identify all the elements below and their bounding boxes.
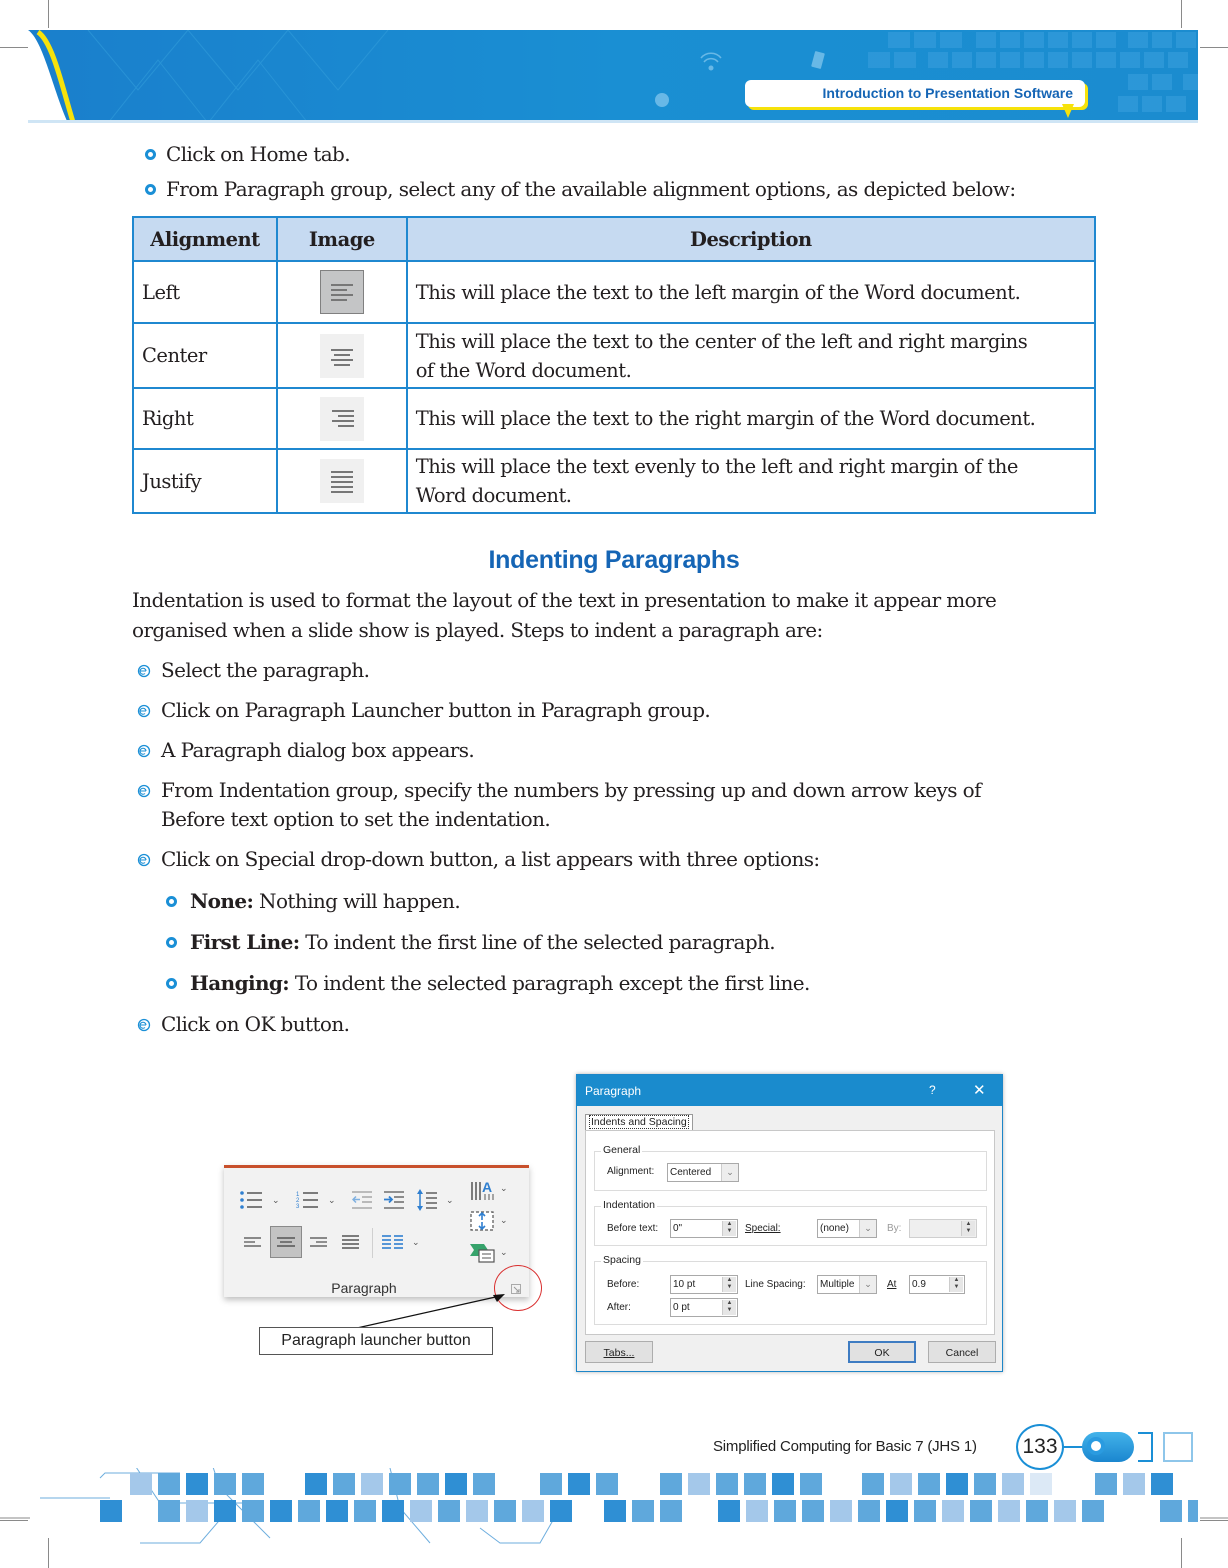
align-center-button[interactable] (270, 1226, 302, 1258)
tab-indents-and-spacing[interactable]: Indents and Spacing (585, 1114, 693, 1130)
sub-bullet-icon (166, 937, 177, 948)
align-center-icon (277, 1236, 295, 1250)
svg-text:A: A (482, 1179, 493, 1195)
line-spacing-label: Line Spacing: (745, 1279, 806, 1290)
intro-paragraph-line: Indentation is used to format the layout of the text in presentation to make it appear more (132, 588, 997, 612)
alignment-cell: Center (133, 323, 277, 388)
chevron-down-icon[interactable]: ⌄ (328, 1196, 336, 1206)
crop-mark (0, 47, 28, 48)
chevron-down-icon[interactable]: ⌄ (500, 1216, 508, 1226)
step-text: Select the paragraph. (161, 658, 370, 682)
alignment-select[interactable]: Centered ⌄ (667, 1163, 739, 1182)
svg-text:3: 3 (296, 1204, 300, 1210)
spinner-icon[interactable]: ▲ ▼ (949, 1277, 963, 1292)
close-button[interactable]: ✕ (973, 1082, 986, 1099)
ribbon-group-label: Paragraph (331, 1280, 397, 1296)
align-justify-icon (320, 459, 364, 503)
special-label: Special: (745, 1223, 781, 1234)
step-text: Click on Special drop-down button, a list appears with three options: (161, 847, 820, 871)
description-cell: This will place the text to the right margin of the Word document. (407, 388, 1095, 449)
step-bullet-icon (137, 704, 151, 718)
step-text: A Paragraph dialog box appears. (161, 738, 475, 762)
step-bullet-icon (137, 744, 151, 758)
description-cell: This will place the text to the center of the left and right margins of the Word document. (407, 323, 1095, 388)
bullet-icon (145, 149, 156, 160)
step-bullet-icon (137, 853, 151, 867)
description-cell: This will place the text to the left margin of the Word document. (407, 261, 1095, 323)
step-bullet-icon (137, 784, 151, 798)
before-text-label: Before text: (607, 1223, 659, 1234)
step-text: Click on Paragraph Launcher button in Paragraph group. (161, 698, 711, 722)
step-bullet-icon (137, 1018, 151, 1032)
after-input[interactable]: 0 pt ▲ ▼ (670, 1298, 738, 1317)
callout-label: Paragraph launcher button (259, 1327, 493, 1355)
chevron-down-icon: ⌄ (859, 1276, 876, 1293)
sub-option: Hanging: To indent the selected paragraph except the first line. (190, 971, 810, 995)
dialog-body (585, 1130, 995, 1335)
intro-bullet-text: From Paragraph group, select any of the available alignment options, as depicted below: (166, 177, 1016, 201)
bullet-icon (145, 184, 156, 195)
spinner-icon[interactable]: ▲ ▼ (722, 1277, 736, 1292)
align-left-icon (320, 270, 364, 314)
sub-bullet-icon (166, 978, 177, 989)
smartart-icon[interactable] (470, 1242, 496, 1264)
callout-arrow (355, 1290, 515, 1330)
sub-option: None: Nothing will happen. (190, 889, 461, 913)
crop-mark (1181, 0, 1182, 28)
before-label: Before: (607, 1279, 640, 1290)
line-spacing-select[interactable]: Multiple ⌄ (817, 1275, 877, 1294)
at-input[interactable]: 0.9 ▲ ▼ (909, 1275, 965, 1294)
chevron-down-icon[interactable]: ⌄ (500, 1184, 508, 1194)
before-text-input[interactable]: 0" ▲ ▼ (670, 1219, 738, 1238)
svg-text:1: 1 (296, 1192, 300, 1198)
sub-bullet-icon (166, 896, 177, 907)
paragraph-dialog (576, 1074, 1003, 1372)
alignment-table (132, 216, 1096, 514)
step-text: From Indentation group, specify the numbers by pressing up and down arrow keys of (161, 778, 981, 802)
spacing-group: Spacing Before: 10 pt ▲ ▼ Line Spacing: Multiple ⌄ At 0.9 ▲ ▼ After: 0 pt ▲ ▼ (594, 1261, 987, 1325)
paragraph-ribbon-group (224, 1165, 529, 1297)
table-row (133, 261, 1095, 323)
help-button[interactable]: ? (929, 1083, 936, 1097)
spinner-icon[interactable]: ▲ ▼ (722, 1221, 736, 1236)
description-cell: This will place the text evenly to the left and right margin of the Word document. (407, 449, 1095, 513)
crop-mark (1200, 47, 1228, 48)
table-header-row (133, 217, 1095, 261)
alignment-label: Alignment: (607, 1166, 655, 1177)
ok-button[interactable]: OK (848, 1341, 916, 1363)
align-right-icon[interactable] (310, 1236, 328, 1250)
header-banner (28, 30, 1198, 123)
alignment-cell: Justify (133, 449, 277, 513)
column-header: Image (277, 217, 407, 261)
separator (372, 1228, 373, 1258)
sub-option: First Line: To indent the first line of the selected paragraph. (190, 930, 776, 954)
step-text: Before text option to set the indentation. (161, 807, 551, 831)
increase-indent-icon[interactable] (384, 1190, 406, 1210)
column-header: Description (407, 217, 1095, 261)
chevron-down-icon[interactable]: ⌄ (412, 1238, 420, 1248)
text-direction-icon[interactable] (470, 1178, 494, 1202)
book-title: Simplified Computing for Basic 7 (JHS 1) (713, 1438, 977, 1455)
chevron-down-icon[interactable]: ⌄ (500, 1248, 508, 1258)
by-label: By: (887, 1223, 902, 1234)
step-bullet-icon (137, 664, 151, 678)
intro-paragraph-line: organised when a slide show is played. Steps to indent a paragraph are: (132, 618, 823, 642)
decorative-dot (1087, 1437, 1105, 1455)
section-title: Indenting Paragraphs (488, 546, 740, 574)
decorative-bracket (1138, 1432, 1153, 1462)
alignment-cell: Left (133, 261, 277, 323)
chapter-label: Introduction to Presentation Software (745, 80, 1085, 107)
cancel-button[interactable]: Cancel (928, 1341, 996, 1363)
dialog-titlebar (577, 1075, 1002, 1106)
bullets-icon[interactable] (240, 1190, 264, 1210)
table-row (133, 449, 1095, 513)
alignment-cell: Right (133, 388, 277, 449)
svg-text:2: 2 (296, 1198, 300, 1204)
chevron-down-icon: ⌄ (859, 1220, 876, 1237)
align-right-icon (320, 397, 364, 441)
after-label: After: (607, 1302, 631, 1313)
align-text-icon[interactable] (470, 1210, 494, 1232)
general-group: General Alignment: Centered ⌄ (594, 1151, 987, 1191)
chevron-down-icon: ⌄ (721, 1164, 738, 1181)
align-center-icon (320, 334, 364, 378)
numbering-icon[interactable] (296, 1190, 320, 1210)
chevron-down-icon[interactable]: ⌄ (446, 1196, 454, 1206)
justify-icon[interactable] (342, 1234, 360, 1250)
indentation-group: Indentation Before text: 0" ▲ ▼ Special: (none) ⌄ By: ▲ ▼ (594, 1206, 987, 1246)
tabs-button[interactable]: Tabs... (585, 1341, 653, 1363)
decrease-indent-icon[interactable] (352, 1190, 374, 1210)
chevron-down-icon[interactable]: ⌄ (272, 1196, 280, 1206)
align-left-icon[interactable] (244, 1236, 262, 1250)
decorative-box (1163, 1432, 1193, 1462)
step-text: Click on OK button. (161, 1012, 350, 1036)
columns-icon[interactable] (382, 1234, 404, 1250)
table-row (133, 323, 1095, 388)
label-pointer-icon (1062, 104, 1074, 120)
page-number: 133 (1016, 1424, 1064, 1470)
at-label: At (887, 1279, 897, 1290)
line-spacing-icon[interactable] (416, 1188, 438, 1212)
spinner-icon[interactable]: ▲ ▼ (722, 1300, 736, 1315)
intro-bullet-text: Click on Home tab. (166, 142, 351, 166)
dialog-title: Paragraph (585, 1084, 642, 1098)
before-input[interactable]: 10 pt ▲ ▼ (670, 1275, 738, 1294)
column-header: Alignment (133, 217, 277, 261)
special-select[interactable]: (none) ⌄ (817, 1219, 877, 1238)
by-input[interactable] (909, 1219, 977, 1238)
crop-mark (48, 0, 49, 28)
table-row (133, 388, 1095, 449)
footer-decoration (0, 1468, 1228, 1548)
spinner-icon[interactable]: ▲ ▼ (961, 1221, 975, 1236)
